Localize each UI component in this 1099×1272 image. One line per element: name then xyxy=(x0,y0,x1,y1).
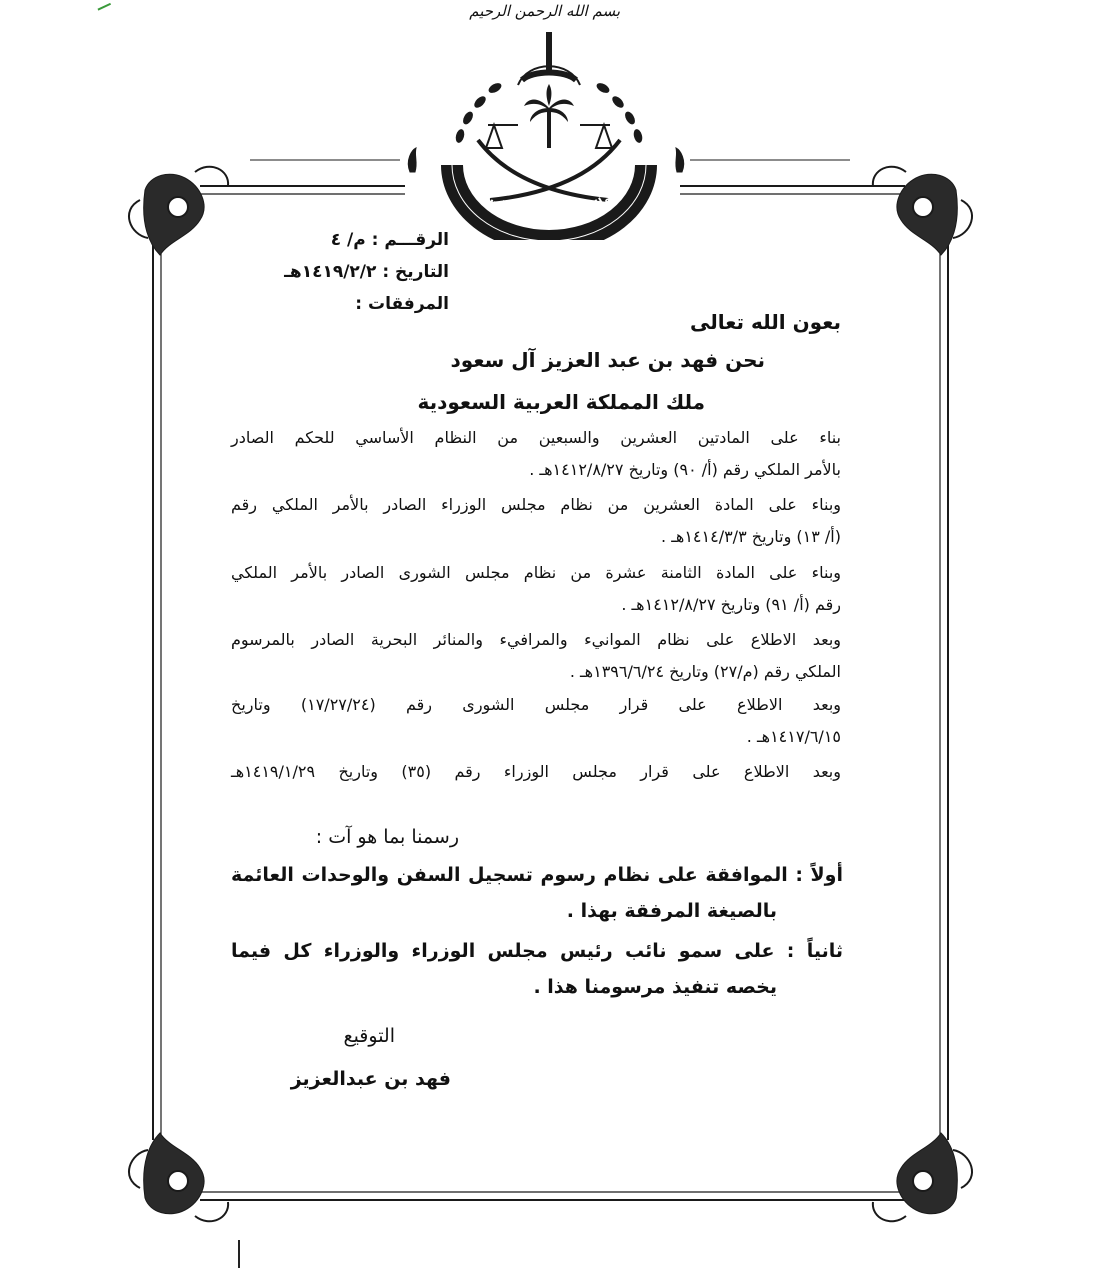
finial-right xyxy=(676,148,684,172)
preamble-5-line-1: وبعد الاطلاع على قرار مجلس الشورى رقم (١٧/٢٧/٢٤) وتاريخ xyxy=(231,695,842,714)
decree-item-2-line-2: يخصه تنفيذ مرسومنا هذا . xyxy=(533,976,777,998)
corner-ornament-top-right xyxy=(873,167,972,255)
decree-item-2-line-1: ثانياً : على سمو نائب رئيس مجلس الوزراء والوزراء كل فيما xyxy=(231,940,843,962)
preamble-4-line-2: الملكي رقم (م/٢٧) وتاريخ ١٣٩٦/٦/٢٤هـ . xyxy=(569,662,841,681)
preamble-4-line-1: وبعد الاطلاع على نظام الموانيء والمرافيء والمنائر البحرية الصادر بالمرسوم xyxy=(231,630,841,649)
preamble-1-line-2: بالأمر الملكي رقم (أ/ ٩٠) وتاريخ ١٤١٢/٨/٢٧هـ . xyxy=(529,460,841,479)
signature-label: التوقيع xyxy=(343,1025,395,1047)
margin-tick xyxy=(238,1240,240,1268)
reference-number: الرقـــم : م/ ٤ xyxy=(330,230,449,250)
preamble-5-line-2: ١٤١٧/٦/١٥هـ . xyxy=(746,727,841,746)
decree-intro: رسمنا بما هو آت : xyxy=(315,826,459,848)
signatory-name: فهد بن عبدالعزيز xyxy=(290,1068,451,1090)
corner-ornament-bottom-left xyxy=(129,1133,228,1221)
corner-ornament-bottom-right xyxy=(873,1133,972,1221)
king-title-heading: ملك المملكة العربية السعودية xyxy=(417,390,705,414)
monarch-heading: نحن فهد بن عبد العزيز آل سعود xyxy=(450,348,765,372)
emblem-ring-text: ملك المملكة العربية السعودية xyxy=(465,174,613,222)
invocation-heading: بعون الله تعالى xyxy=(689,310,841,334)
preamble-2-line-2: (أ/ ١٣) وتاريخ ١٤١٤/٣/٣هـ . xyxy=(661,527,841,546)
corner-ornament-top-left xyxy=(129,167,228,255)
basmala: بسم الله الرحمن الرحيم xyxy=(469,2,620,20)
preamble-6-line-1: وبعد الاطلاع على قرار مجلس الوزراء رقم (٣٥) وتاريخ ١٤١٩/١/٢٩هـ xyxy=(231,762,841,781)
decree-item-1-line-1: أولاً : الموافقة على نظام رسوم تسجيل السفن والوحدات العائمة xyxy=(231,864,843,886)
royal-emblem xyxy=(438,30,660,240)
preamble-2-line-1: وبناء على المادة العشرين من نظام مجلس الوزراء الصادر بالأمر الملكي رقم xyxy=(231,495,841,514)
decree-item-1-line-2: بالصيغة المرفقة بهذا . xyxy=(566,900,777,922)
preamble-1-line-1: بناء على المادتين العشرين والسبعين من النظام الأساسي للحكم الصادر xyxy=(231,428,841,447)
preamble-3-line-1: وبناء على المادة الثامنة عشرة من نظام مجلس الشورى الصادر بالأمر الملكي xyxy=(231,563,841,582)
attachments-label: المرفقات : xyxy=(355,294,449,314)
finial-left xyxy=(408,148,416,172)
decree-date: التاريخ : ١٤١٩/٢/٢هـ xyxy=(284,262,449,282)
preamble-3-line-2: رقم (أ/ ٩١) وتاريخ ١٤١٢/٨/٢٧هـ . xyxy=(621,595,841,614)
